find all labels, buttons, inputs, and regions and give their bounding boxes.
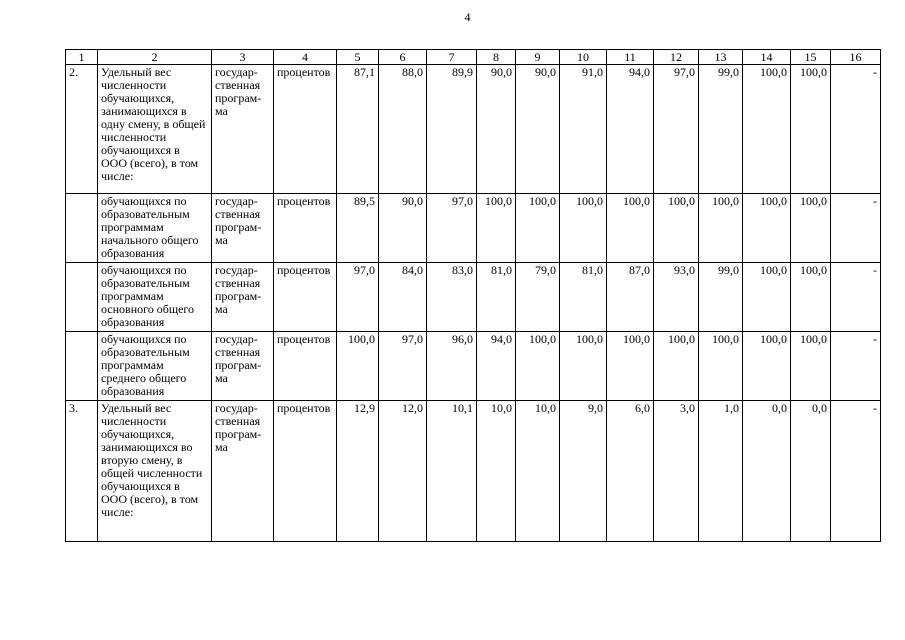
value-cell: 100,0: [791, 194, 831, 263]
column-header: 12: [654, 50, 699, 65]
value-cell: 100,0: [607, 332, 654, 401]
value-cell: 99,0: [699, 263, 743, 332]
value-cell: 100,0: [743, 194, 791, 263]
indicator-description: обучающихся по образовательным программам среднего общего образования: [98, 332, 212, 401]
value-cell: 94,0: [477, 332, 516, 401]
value-cell-16: -: [831, 332, 881, 401]
value-cell: 100,0: [516, 194, 560, 263]
indicator-description: обучающихся по образовательным программам начального общего образования: [98, 194, 212, 263]
column-header: 4: [274, 50, 337, 65]
value-cell: 88,0: [379, 65, 427, 194]
value-cell: 1,0: [699, 401, 743, 542]
value-cell: 100,0: [743, 332, 791, 401]
value-cell: 100,0: [560, 194, 607, 263]
value-cell: 100,0: [516, 332, 560, 401]
value-cell: 12,9: [337, 401, 379, 542]
column-header: 14: [743, 50, 791, 65]
table-row: [66, 65, 881, 194]
column-header: 6: [379, 50, 427, 65]
page-number: 4: [464, 10, 471, 24]
indicator-source: государ-ственная програм-ма: [212, 332, 274, 401]
indicator-source: государ-ственная програм-ма: [212, 263, 274, 332]
value-cell: 100,0: [791, 332, 831, 401]
value-cell-16: -: [831, 194, 881, 263]
value-cell: 100,0: [699, 332, 743, 401]
value-cell: 100,0: [743, 65, 791, 194]
row-number: 2.: [66, 65, 98, 194]
value-cell: 89,5: [337, 194, 379, 263]
value-cell: 97,0: [654, 65, 699, 194]
value-cell: 81,0: [477, 263, 516, 332]
column-header: 1: [66, 50, 98, 65]
column-header: 15: [791, 50, 831, 65]
value-cell: 81,0: [560, 263, 607, 332]
table-row: [66, 401, 881, 542]
value-cell: 100,0: [607, 194, 654, 263]
value-cell: 91,0: [560, 65, 607, 194]
column-header: 10: [560, 50, 607, 65]
value-cell: 0,0: [743, 401, 791, 542]
column-header: 8: [477, 50, 516, 65]
indicator-source: государ-ственная програм-ма: [212, 65, 274, 194]
table-row: [66, 263, 881, 332]
value-cell: 97,0: [427, 194, 477, 263]
value-cell: 96,0: [427, 332, 477, 401]
column-header: 3: [212, 50, 274, 65]
indicator-description: Удельный вес численности обучающихся, занимающихся в одну смену, в общей численности обучающихся в ООО (всего), в том числе:: [98, 65, 212, 194]
value-cell-16: -: [831, 65, 881, 194]
value-cell: 9,0: [560, 401, 607, 542]
value-cell: 87,1: [337, 65, 379, 194]
column-header: 11: [607, 50, 654, 65]
value-cell: 3,0: [654, 401, 699, 542]
column-header: 13: [699, 50, 743, 65]
value-cell: 97,0: [379, 332, 427, 401]
value-cell: 10,0: [516, 401, 560, 542]
value-cell: 6,0: [607, 401, 654, 542]
value-cell-16: -: [831, 263, 881, 332]
indicator-unit: процентов: [274, 65, 337, 194]
value-cell-16: -: [831, 401, 881, 542]
column-header: 5: [337, 50, 379, 65]
value-cell: 100,0: [654, 332, 699, 401]
value-cell: 12,0: [379, 401, 427, 542]
indicator-unit: процентов: [274, 263, 337, 332]
column-header: 9: [516, 50, 560, 65]
column-header: 2: [98, 50, 212, 65]
value-cell: 100,0: [477, 194, 516, 263]
value-cell: 90,0: [516, 65, 560, 194]
column-number-row: [66, 50, 881, 65]
value-cell: 83,0: [427, 263, 477, 332]
value-cell: 87,0: [607, 263, 654, 332]
value-cell: 100,0: [560, 332, 607, 401]
value-cell: 99,0: [699, 65, 743, 194]
column-header: 16: [831, 50, 881, 65]
value-cell: 93,0: [654, 263, 699, 332]
indicator-description: Удельный вес численности обучающихся, занимающихся во вторую смену, в общей численности обучающихся в ООО (всего), в том числе:: [98, 401, 212, 542]
value-cell: 0,0: [791, 401, 831, 542]
value-cell: 100,0: [337, 332, 379, 401]
table-row: [66, 332, 881, 401]
value-cell: 100,0: [791, 263, 831, 332]
column-header: 7: [427, 50, 477, 65]
indicator-unit: процентов: [274, 401, 337, 542]
value-cell: 79,0: [516, 263, 560, 332]
indicator-unit: процентов: [274, 332, 337, 401]
indicator-description: обучающихся по образовательным программам основного общего образования: [98, 263, 212, 332]
value-cell: 100,0: [743, 263, 791, 332]
row-number: 3.: [66, 401, 98, 542]
value-cell: 90,0: [379, 194, 427, 263]
value-cell: 100,0: [654, 194, 699, 263]
value-cell: 100,0: [791, 65, 831, 194]
row-number: [66, 194, 98, 263]
table-row: [66, 194, 881, 263]
value-cell: 97,0: [337, 263, 379, 332]
value-cell: 89,9: [427, 65, 477, 194]
value-cell: 10,1: [427, 401, 477, 542]
value-cell: 90,0: [477, 65, 516, 194]
indicator-source: государ-ственная програм-ма: [212, 401, 274, 542]
value-cell: 84,0: [379, 263, 427, 332]
indicator-source: государ-ственная програм-ма: [212, 194, 274, 263]
value-cell: 10,0: [477, 401, 516, 542]
value-cell: 94,0: [607, 65, 654, 194]
row-number: [66, 263, 98, 332]
row-number: [66, 332, 98, 401]
indicator-unit: процентов: [274, 194, 337, 263]
value-cell: 100,0: [699, 194, 743, 263]
indicators-table: [65, 49, 881, 542]
